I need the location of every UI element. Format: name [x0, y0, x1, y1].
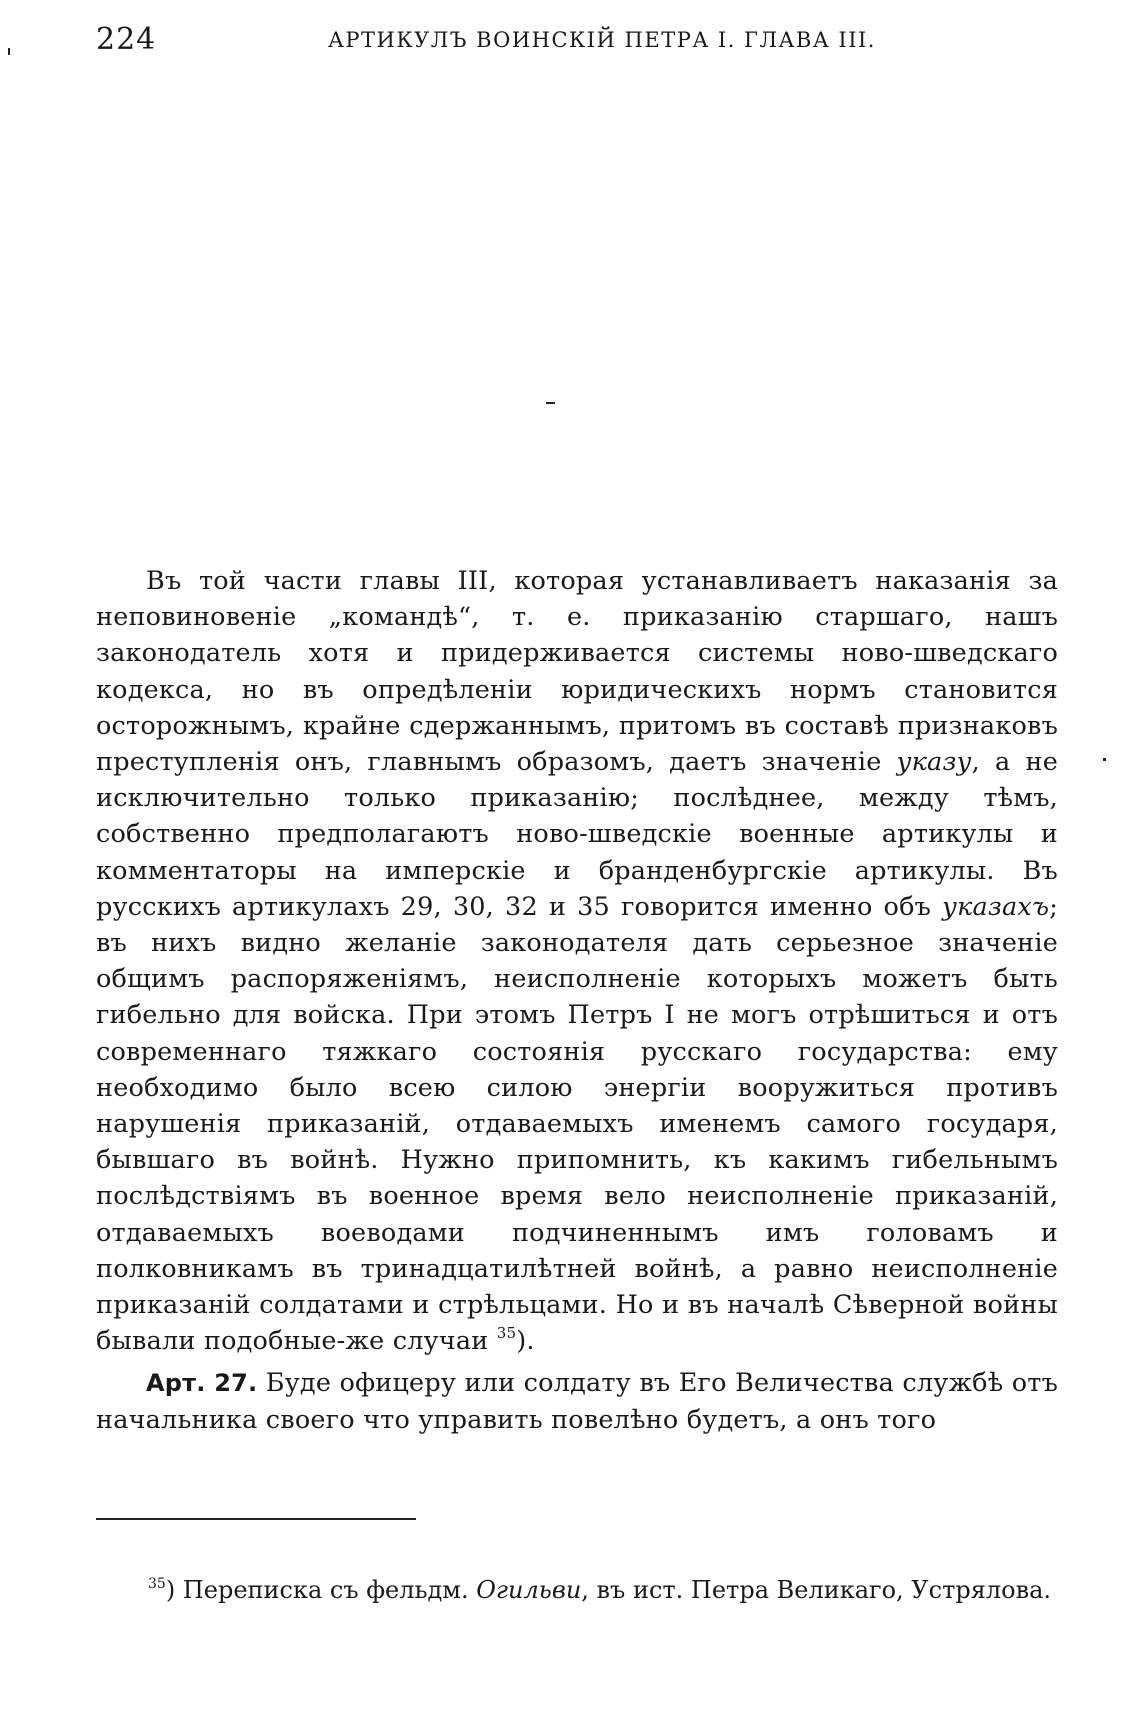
paragraph-commentary: [96, 563, 1058, 1359]
running-title: АРТИКУЛЪ ВОИНСКІЙ ПЕТРА I. ГЛАВА III.: [328, 28, 876, 52]
print-speck: [8, 48, 10, 55]
text-run: ).: [516, 1326, 535, 1357]
running-header: [96, 22, 1056, 66]
emphasis-text: указу: [896, 747, 972, 778]
footnote-text: ) Переписка съ фельдм.: [165, 1576, 477, 1604]
footnote-emphasis: Огильви: [476, 1576, 582, 1604]
print-speck: [546, 402, 555, 404]
text-run: ; въ нихъ видно желаніе законодателя дать серьезное значеніе общимъ распоряженіямъ, неисполненіе которыхъ можетъ быть гибельно для войска. При этомъ Петръ I не могъ отрѣшиться и отъ современнаго тяжкаго состоянія русскаго государства: ему необходимо было всею силою энергіи вооружиться противъ нарушенія приказаній, отдаваемыхъ именемъ самого государя, бывшаго въ войнѣ. Нужно припомнить, къ какимъ гибельнымъ послѣдствіямъ въ военное время вело неисполненіе приказаній, отдаваемыхъ воеводами подчиненнымъ имъ головамъ и полковникамъ въ тринадцатилѣтней войнѣ, а равно неисполненіе приказаній солдатами и стрѣльцами. Но и въ началѣ Сѣверной войны бывали подобные-же случаи: [96, 891, 1058, 1357]
footnote-mark: 35: [148, 1576, 166, 1592]
print-speck: [1103, 758, 1106, 761]
article-text: Буде офицеру или солдату въ Его Величества службѣ отъ начальника своего что управить повелѣно будетъ, а онъ того: [96, 1368, 1058, 1435]
footnote-reference: 35: [496, 1324, 517, 1343]
text-run: , а не исключительно только приказанію; послѣднее, между тѣмъ, собственно предполагаютъ ново-шведскіе военные артикулы и комментаторы на имперскіе и бранденбургскіе артикулы. Въ русскихъ артикулахъ 29, 30, 32 и 35 говорится именно объ: [96, 747, 1058, 922]
page-number: 224: [96, 22, 157, 57]
article-label: Арт. 27.: [146, 1369, 258, 1398]
footnote-separator: [96, 1518, 416, 1520]
footnote: [148, 1574, 1058, 1606]
paragraph-article: [96, 1365, 1058, 1437]
main-text: [96, 563, 1058, 1438]
text-run: Въ той части главы III, которая устанавливаетъ наказанія за неповиновеніе „командѣ“, т. е. приказанію старшаго, нашъ законодатель хотя и придерживается системы ново-шведскаго кодекса, но въ опредѣленіи юридическихъ нормъ становится осторожнымъ, крайне сдержаннымъ, притомъ въ составѣ признаковъ преступленія онъ, главнымъ образомъ, даетъ значеніе: [96, 566, 1058, 778]
emphasis-text: указахъ: [942, 891, 1050, 922]
footnote-text: , въ ист. Петра Великаго, Устрялова.: [581, 1576, 1052, 1604]
